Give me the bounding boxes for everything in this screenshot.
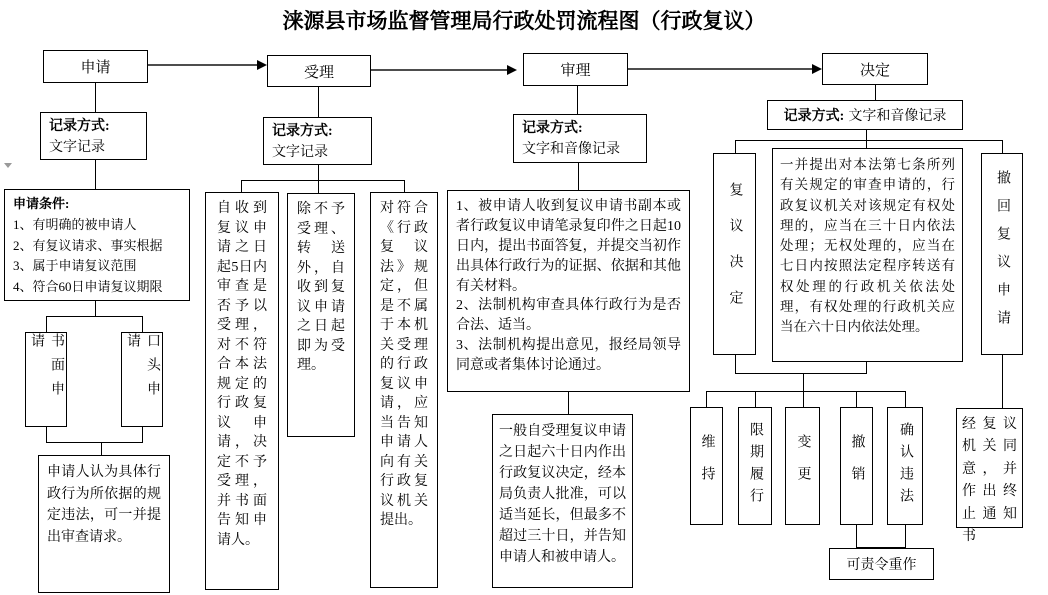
record-method-accept-box: [263, 117, 372, 165]
phase-apply-box: [43, 50, 148, 83]
connector-line: [46, 316, 47, 332]
written-application-box: 书面申请: [25, 332, 67, 427]
connector-line: [241, 180, 405, 181]
connector-line: [866, 140, 867, 148]
connector-line: [735, 355, 736, 373]
connector-line: [101, 442, 102, 455]
record-method-decide-box: [767, 100, 963, 130]
arrowhead-apply-accept-icon: [257, 60, 267, 70]
outcome-uphold-box: 维持: [690, 407, 723, 525]
condition-item-2: 2、有复议请求、事实根据: [13, 237, 163, 253]
connector-line: [905, 525, 906, 548]
article7-clause-box: 一并提出对本法第七条所列有关规定的审查申请的，行政复议机关对该规定有权处理的，应当在三十日内依法处理；无权处理的，应当在七日内按照法定程序转送有权处理的行政机关依法处理，有权处理的行政机关应当在六十日内依法处理。: [772, 148, 963, 362]
page-title: 涞源县市场监督管理局行政处罚流程图（行政复议）: [282, 10, 766, 33]
connector-line: [95, 83, 96, 112]
connector-line: [735, 140, 1003, 141]
condition-item-4: 4、符合60日申请复议期限: [13, 279, 163, 295]
review-item-3: 3、法制机构提出意见，报经局领导同意或者集体讨论通过。: [456, 338, 681, 373]
connector-line: [866, 362, 867, 373]
connector-line: [318, 165, 319, 180]
record-method-apply-box: [40, 112, 147, 160]
phase-decide-label: 决定: [859, 62, 890, 79]
connector-line: [404, 180, 405, 192]
phase-accept-label: 受理: [303, 64, 334, 81]
condition-item-1: 1、有明确的被申请人: [13, 216, 137, 232]
application-conditions-box: [4, 189, 190, 301]
connector-line: [803, 373, 804, 391]
connector-line: [578, 163, 579, 190]
oral-application-box: 口头申请: [121, 332, 163, 427]
outcome-confirm-illegal-box: 确认违法: [887, 407, 923, 525]
connector-line: [318, 180, 319, 193]
order-redo-box: 可责令重作: [829, 548, 934, 580]
record-method-decide-value: 文字和音像记录: [848, 109, 947, 124]
outcome-revoke-box: 撤销: [840, 407, 873, 525]
application-conditions-heading: 申请条件:: [13, 196, 70, 211]
connector-line: [577, 86, 578, 114]
connector-line: [856, 525, 857, 548]
arrowhead-review-decide-icon: [812, 64, 822, 74]
stray-marker-artifact: [4, 163, 12, 168]
outcome-perform-within-deadline-box: 限期履行: [738, 407, 772, 525]
arrow-apply-accept: [148, 64, 258, 66]
review-procedure-box: [447, 190, 690, 392]
record-method-heading: 记录方式:: [522, 121, 583, 136]
review-request-note-box: 申请人认为具体行政行为所依据的规定违法，可一并提出审查请求。: [38, 455, 170, 593]
review-item-1: 1、被申请人收到复议申请书副本或者行政复议申请笔录复印件之日起10日内，提出书面答复，并提交当初作出具体行政行为的证据、依据和其他有关材料。: [456, 199, 681, 294]
phase-decide-box: [822, 53, 928, 85]
record-method-accept-value: 文字记录: [272, 145, 328, 160]
record-method-heading: 记录方式:: [783, 109, 845, 124]
phase-review-label: 审理: [560, 63, 591, 79]
review-item-2: 2、法制机构审查具体行政行为是否合法、适当。: [456, 298, 681, 334]
arrowhead-accept-review-icon: [507, 65, 517, 75]
connector-line: [866, 130, 867, 140]
record-method-heading: 记录方式:: [49, 119, 110, 134]
connector-line: [856, 391, 857, 407]
arrow-accept-review: [371, 69, 507, 71]
review-deadline-box: 一般自受理复议申请之日起六十日内作出行政复议决定，经本局负责人批准，可以适当延长，但最多不超过三十日，并告知申请人和被申请人。: [492, 414, 633, 588]
connector-line: [1002, 355, 1003, 408]
connector-line: [95, 301, 96, 316]
condition-item-3: 3、属于申请复议范围: [13, 258, 137, 274]
connector-line: [318, 87, 319, 117]
reconsideration-decision-box: 复议决定: [713, 153, 756, 355]
connector-line: [142, 316, 143, 332]
connector-line: [95, 160, 96, 189]
connector-line: [142, 427, 143, 442]
accept-deemed-box: 除不予受理、转送外，自收到复议申请之日起即为受理。: [287, 193, 355, 437]
connector-line: [735, 140, 736, 153]
connector-line: [568, 392, 569, 414]
connector-line: [905, 391, 906, 407]
record-method-review-value: 文字和音像记录: [522, 142, 620, 157]
phase-accept-box: [267, 55, 371, 87]
termination-notice-box: 经复议机关同意，并作出终止通知书: [956, 408, 1023, 528]
connector-line: [46, 316, 143, 317]
phase-apply-label: 申请: [80, 60, 111, 76]
connector-line: [1002, 140, 1003, 153]
connector-line: [46, 427, 47, 442]
connector-line: [875, 85, 876, 100]
accept-transfer-box: 对符合《行政复议法》规定，但是不属于本机关受理的行政复议申请，应当告知申请人向有关行政复议机关提出。: [370, 192, 438, 588]
withdraw-application-box: 撤回复议申请: [981, 153, 1023, 355]
record-method-heading: 记录方式:: [272, 124, 333, 139]
connector-line: [803, 391, 804, 407]
connector-line: [241, 180, 242, 192]
record-method-apply-value: 文字记录: [49, 140, 105, 155]
arrow-review-decide: [628, 68, 812, 70]
connector-line: [706, 391, 906, 392]
record-method-review-box: [513, 114, 647, 163]
connector-line: [706, 391, 707, 407]
connector-line: [755, 391, 756, 407]
accept-review-5days-box: 自收到复议申请之日起5日内审查是否予以受理，对不符合本法规定的行政复议申请，决定不予受理，并书面告知申请人。: [205, 192, 279, 590]
connector-line: [856, 547, 906, 548]
connector-line: [46, 442, 143, 443]
connector-line: [735, 373, 867, 374]
outcome-amend-box: 变更: [785, 407, 820, 525]
phase-review-box: [523, 53, 628, 86]
